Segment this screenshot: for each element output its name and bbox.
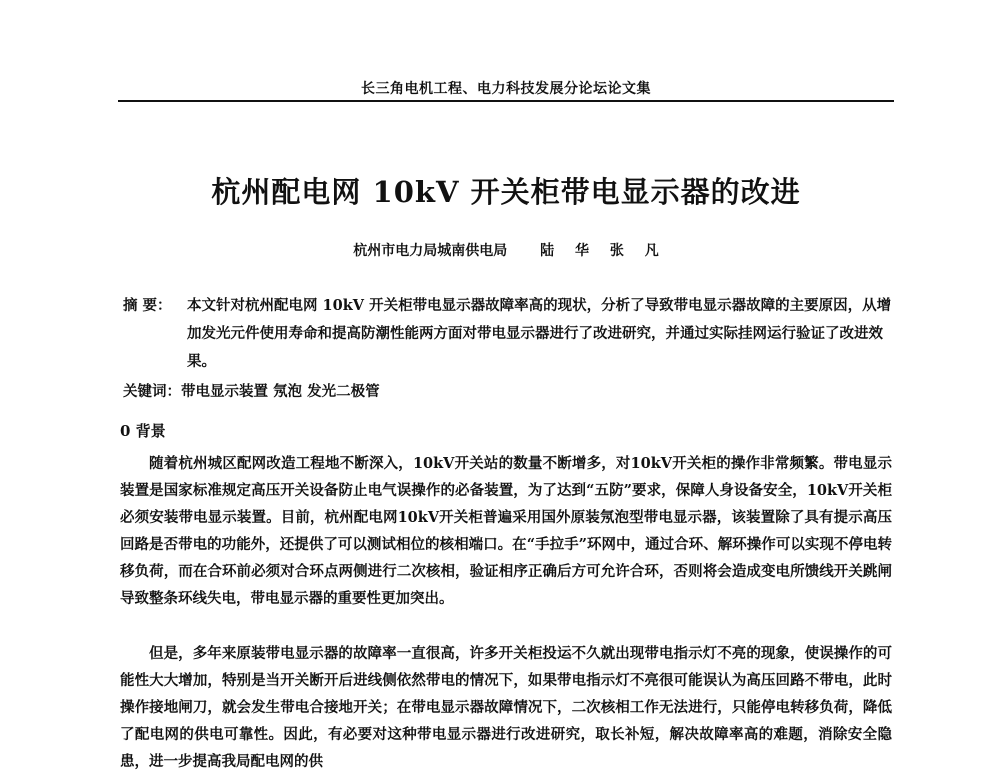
keywords-text: 带电显示装置 氖泡 发光二极管 bbox=[181, 383, 380, 400]
body-paragraph: 但是，多年来原装带电显示器的故障率一直很高，许多开关柜投运不久就出现带电指示灯不亮的现象，使误操作的可能性大大增加，特别是当开关断开后进线侧依然带电的情况下，如果带电指示灯不亮很可能误认为高压回路不带电，此时操作接地闸刀，就会发生带电合接地开关；在带电显示器故障情况下，二次核相工作无法进行，只能停电转移负荷，降低了配电网的供电可靠性。因此，有必要对这种带电显示器进行改进研究，取长补短，解决故障率高的难题，消除安全隐患，进一步提高我局配电网的供 bbox=[120, 645, 892, 770]
header-rule bbox=[118, 100, 894, 102]
affiliation: 杭州市电力局城南供电局 bbox=[353, 243, 508, 259]
abstract bbox=[123, 292, 893, 376]
keywords-label: 关键词： bbox=[123, 383, 181, 400]
authors: 陆 华 张 凡 bbox=[540, 243, 659, 259]
abstract-label: 摘 要： bbox=[123, 297, 172, 314]
byline bbox=[118, 240, 894, 260]
keywords bbox=[123, 378, 893, 406]
abstract-text: 本文针对杭州配电网 10kV 开关柜带电显示器故障率高的现状，分析了导致带电显示器故障的主要原因，从增加发光元件使用寿命和提高防潮性能两方面对带电显示器进行了改进研究，并通过实际挂网运行验证了改进效果。 bbox=[187, 297, 892, 370]
section-heading: 0 背景 bbox=[120, 422, 166, 440]
body-paragraph: 随着杭州城区配网改造工程地不断深入，10kV开关站的数量不断增多，对10kV开关柜的操作非常频繁。带电显示装置是国家标准规定高压开关设备防止电气误操作的必备装置，为了达到“五防”要求，保障人身设备安全，10kV开关柜必须安装带电显示装置。目前，杭州配电网10kV开关柜普遍采用国外原装氖泡型带电显示器，该装置除了具有提示高压回路是否带电的功能外，还提供了可以测试相位的核相端口。在“手拉手”环网中，通过合环、解环操作可以实现不停电转移负荷，而在合环前必须对合环点两侧进行二次核相，验证相序正确后方可允许合环，否则将会造成变电所馈线开关跳闸导致整条环线失电，带电显示器的重要性更加突出。 bbox=[120, 455, 892, 607]
running-header: 长三角电机工程、电力科技发展分论坛论文集 bbox=[361, 81, 651, 97]
paper-title: 杭州配电网 10kV 开关柜带电显示器的改进 bbox=[211, 175, 801, 209]
